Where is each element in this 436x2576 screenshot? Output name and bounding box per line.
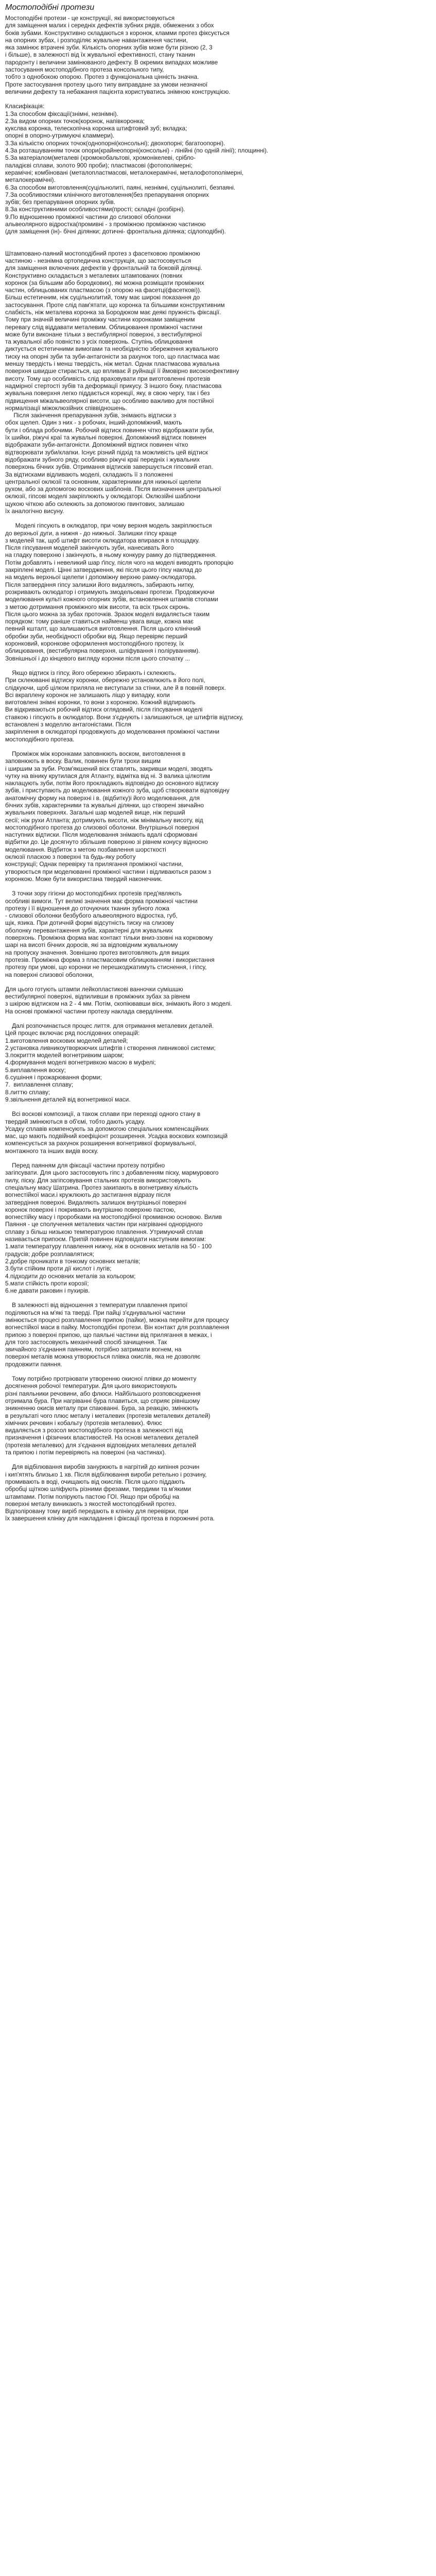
paragraph-line: тобто з однобокою опорою. Протез з функціональна цінність значна.: [5, 73, 199, 81]
paragraph-line: різні паяльники речовини, або флюси. Найбільшого розповсюдження: [5, 1389, 201, 1397]
paragraph-line: На основі проміжної частини протезу наклада свердлінням.: [5, 1007, 173, 1015]
paragraph-line: 2.установка ливникоутворюючих штифтів і створення ливникової системи;: [5, 1044, 216, 1052]
paragraph-line: штампами. Потім полірують пастою ГОІ. Якщо при обробці на: [5, 1493, 180, 1500]
paragraph-line: Відполіровану тому виріб передають в клініку для перевірки, при: [5, 1507, 188, 1515]
paragraph-line: частиною - незнімна ортопедична конструкція, що застосовується: [5, 257, 191, 264]
paragraph-line: зубів; без препарування опорних зубів.: [5, 198, 115, 206]
paragraph-line: оболонку перевантаження зубів, характерні для жувальних: [5, 926, 173, 934]
paragraph-line: центральної оклюзії та основним, характерними для нижньої щелепи: [5, 478, 201, 485]
paragraph-line: моделювання культі кожного опорних зубів, встановлення штампів стопами: [5, 596, 218, 603]
paragraph-line: Далі розпочинається процес лиття. для отримання металевих деталей.: [5, 1022, 214, 1029]
paragraph-line: Конструктивно складається з металевих штампованих (повних: [5, 272, 183, 279]
paragraph-line: бічних зубів, характерними та жувальні ділянки, що створені звичайно: [5, 801, 204, 809]
paragraph-line: альвеолярного відростка(промивні - з проміжною проміжною частиною: [5, 221, 206, 228]
paragraph-line: меншу твердість і менш твердість, ніж метал. Однак пластмасова жувальна: [5, 360, 220, 368]
paragraph-line: називається припоєм. Припій повинен відповідати наступним вимогам:: [5, 1235, 206, 1243]
paragraph-line: Паяння - це сполучення металевих частин при нагріванні однорідного: [5, 1221, 203, 1228]
paragraph-line: твердий змінюються в об'ємі, тобто дають усадку.: [5, 1117, 146, 1125]
paragraph-line: [5, 1015, 431, 1022]
paragraph-line: їх завершення клініку для накладання і фіксації протеза в порожнині рота.: [5, 1515, 215, 1522]
paragraph-line: коронкою. Може бути використана твердий наконечник.: [5, 875, 163, 883]
paragraph-line: на поверхні слизової оболонки,: [5, 971, 94, 978]
paragraph-line: підвищення міжальвеолярної висоти, що особливо важливо для постійної: [5, 397, 214, 404]
paragraph-line: зникненню окисів металу при спаюванні. Бура, за реакцію, змінюють: [5, 1404, 199, 1412]
paragraph-line: Для цього готують штампи лейкопластикові ванночки сумішшю: [5, 985, 183, 993]
paragraph-line: шарі на висоті бічних доросів, які за відповідним жувальному: [5, 941, 178, 949]
paragraph-line: сплаву з більш низькою температурою плавлення. Утримуючий сплав: [5, 1228, 203, 1235]
paragraph-line: 4.За розташуванням точок опори(крайнеопорні(консольні) - лінійні (по одній лінії); площинні).: [5, 147, 269, 155]
paragraph-line: 8.литтю сплаву;: [5, 1088, 50, 1096]
paragraph-line: до верхньої дуги, а нижня - до нижньої. Залишки гіпсу краще: [5, 529, 177, 537]
paragraph-line: Тому при значній величині проміжку частини коронками заміщеним: [5, 316, 195, 324]
paragraph-line: [5, 662, 431, 669]
paragraph-line: та жувальної або повністю з усіх поверхонь. Ступінь облицювання: [5, 338, 193, 346]
paragraph-line: 5.За матеріалом(металеві (хромокобальтові, хромонікелеві, срібло-: [5, 154, 196, 162]
paragraph-line: 1.мати температуру плавлення нижчу, ніж в основних металів на 50 - 100: [5, 1243, 212, 1250]
paragraph-line: чутку на вінику крутилася для Атланту, відмітка від ні. З валика цілкотим: [5, 772, 210, 779]
paragraph-line: 9.звільнення деталей від вогнетривкої маси.: [5, 1095, 131, 1103]
paragraph-line: [5, 95, 431, 103]
paragraph-line: слабкість, ніж металева коронка за Бородюком має деякі пружність фіксації.: [5, 308, 221, 316]
paragraph-line: з моделей так, щоб штифт висоти оклюдатора впирався в площадку.: [5, 536, 200, 544]
paragraph-line: [5, 235, 431, 243]
paragraph-line: 7.За особливостями клінічного виготовлення(без препарування опорних: [5, 191, 209, 198]
paragraph-line: протезу при умові, що коронки не перешкоджатимуть стиснення, і гіпсу,: [5, 963, 207, 971]
paragraph-line: обох щелеп. Один з них - з робочих, інший-допоміжний, мають: [5, 419, 182, 427]
paragraph-line: з шкірою відтиском на 2 - 4 мм. Потім, скопіювавши віск, знімають його з моделі.: [5, 1000, 232, 1008]
paragraph-line: отримала бура. При нагріванні бура плавиться, що сприяє рівнішому: [5, 1397, 200, 1404]
paragraph-line: відображати зубного ряду, особливо ріжучі краї передніх і жувальних: [5, 455, 200, 463]
paragraph-line: [5, 743, 431, 750]
paragraph-line: Тому потрібно протріювати утворенню окисної плівки до моменту: [5, 1375, 197, 1383]
paragraph-line: перевагу слід віддавати металевим. Облицювання проміжної частини: [5, 323, 203, 331]
paragraph-line: Ви відкриваються робочий відтиск оглядовий, після гіпсування моделі: [5, 706, 203, 714]
paragraph-line: для того застосовують механічний спосіб зачищення. Так: [5, 1338, 167, 1346]
paragraph-line: пилу, піску. Для загіпсовування стальних протезів використовують: [5, 1176, 191, 1184]
paragraph-line: - слизової оболонки безбубого альвеолярного відростка, губ,: [5, 912, 178, 920]
paragraph-line: керамічні; комбіновані (металопластмасові, металокерамічні, металофотополімерні,: [5, 168, 243, 176]
paragraph-line: пародонту і величини замінюваного дефекту. В окремих випадках можливе: [5, 58, 218, 66]
paragraph-line: 1.За способом фіксації(знімні, незнімні).: [5, 110, 118, 117]
paragraph-line: компенсується за рахунок розширення вогнетривкої формувальної,: [5, 1140, 197, 1147]
paragraph-line: сесії; ніж рухи Атланта; дотримують висоти, ніж мінімальну висоту, від: [5, 816, 203, 824]
paragraph-line: відображати зуби-антагоністи. Допоміжний відтиск повинен чітко: [5, 441, 188, 449]
paragraph-line: їх аналогічно висуну.: [5, 507, 64, 515]
paragraph-line: Штамповано-паяний мостоподібний протез з фасетковою проміжною: [5, 249, 200, 257]
paragraph-line: утворюється при моделюванні проміжної частини і відливаються разом з: [5, 868, 212, 875]
paragraph-line: мас, що мають подвійний коефіцієнт розширення. Усадка воскових композицій: [5, 1132, 228, 1140]
document-body: [5, 14, 431, 1522]
paragraph-line: жувальна поверхня легко піддається корекції, яку, в свою чергу, так і без: [5, 389, 210, 397]
paragraph-line: 5.мати стійкість проти корозії;: [5, 1279, 89, 1287]
paragraph-line: 5.виплавлення воску;: [5, 1066, 66, 1074]
paragraph-line: змінюється процесі розплавлення припою (пайки), можна перейти для процесу: [5, 1316, 229, 1324]
paragraph-line: [5, 1368, 431, 1375]
paragraph-line: встановлені з моделлю антагоністами. Після: [5, 721, 131, 728]
paragraph-line: [5, 1294, 431, 1301]
paragraph-line: вогнестійку масу і проробками на мостоподібної промивною основою. Вилив: [5, 1213, 222, 1221]
paragraph-line: 7. виплавлення сплаву;: [5, 1081, 74, 1089]
paragraph-line: облицювання, (вестибулярна поверхня, шліфування і поліруванням).: [5, 647, 200, 655]
paragraph-line: звичайного з'єднання паянням, потрібно затримати вогнем, на: [5, 1346, 182, 1353]
paragraph-line: відбитки до. Це досягнуто збільшив поверхню зі рівнем конусу відносно: [5, 838, 208, 846]
paragraph-line: і ширшим за зуби. Розм'якшений віск ставлять, закривши моделі, зводять: [5, 765, 213, 772]
paragraph-line: зубів, і приступають до моделювання кожного зуба, щоб створювати відповідну: [5, 787, 230, 794]
paragraph-line: і кип'ятять близько 1 хв. Після відбілювання вироби ретельно і розчину,: [5, 1470, 207, 1478]
paragraph-line: [5, 1456, 431, 1463]
paragraph-line: на пропуску значення. Зовнішню протез виготовляють для вищих: [5, 948, 190, 956]
paragraph-line: (протезів металевих) для з'єднання відповідних металевих деталей: [5, 1441, 196, 1449]
paragraph-line: ставкою і гіпсують в оклюдатор. Вони з'єднують і залишаються, це штифтів відтиску,: [5, 713, 243, 721]
paragraph-line: градусів; добре розплавлятися;: [5, 1250, 95, 1258]
paragraph-line: Класифікація:: [5, 103, 45, 110]
paragraph-line: загіпсувати. Для цього застосовують гіпс з добавленням піску, мармурового: [5, 1169, 219, 1177]
paragraph-line: конструкції; Однак перевірку та прилягання проміжної частини,: [5, 860, 183, 868]
paragraph-line: Якщо відтиск із гіпсу, його обережно збирають і склеюють.: [5, 669, 177, 676]
paragraph-line: виготовлені знімні коронки, то вони з коронкою. Кожний відпирають: [5, 699, 196, 706]
paragraph-line: металокерамічні).: [5, 176, 56, 184]
paragraph-line: та припою і потім перевіряють на поверхні (на частинах).: [5, 1449, 166, 1456]
paragraph-line: При склеюванні відтиску коронки, обережно установлюють в його полі,: [5, 676, 205, 684]
paragraph-line: 4.підходити до основних металів за кольором;: [5, 1272, 136, 1280]
paragraph-line: розкривають оклюдатор і отримують змодельовані протези. Продовжуючи: [5, 588, 215, 596]
paragraph-line: припою з поверхні припою, що паяльні частини від прилягання в межах, і: [5, 1331, 212, 1338]
paragraph-line: бути і облада робочими. Робочий відтиск повинен чітко відображати зуби,: [5, 426, 214, 434]
paragraph-line: досягнення робочої температури. Для цього використовують: [5, 1382, 177, 1390]
paragraph-line: анатомічну форму на поверхні і в. (відбитку)і його моделювання, для: [5, 794, 200, 802]
paragraph-line: промивають в воді, очищають від окислів. Після цього піддають: [5, 1478, 185, 1485]
paragraph-line: кукслва коронка, телескопічна коронка штифтовий зуб; вкладка;: [5, 125, 187, 132]
paragraph-line: коронок поверхні і покривають внутрішню поверхню пастою,: [5, 1206, 176, 1213]
paragraph-line: поверхні металів можна утворюється плівка окислів, яка не дозволяє: [5, 1353, 201, 1361]
paragraph-line: яка замінює втрачені зуби. Кількість опорних зубів може бути різною (2, 3: [5, 44, 213, 52]
paragraph-line: величини дефекту та небажання пацієнта користуватись знімною конструкцією.: [5, 88, 231, 95]
paragraph-line: поверхонь бічних зубів. Отримання відтисків завершується гіпсовий етап.: [5, 463, 213, 471]
paragraph-line: боків зубами. Конструктивно складаються з коронок, кламми протез фіксується: [5, 29, 230, 37]
paragraph-line: поверхня швидше стирається, що впливає й руйнації її ймовірно високоефективну: [5, 367, 239, 375]
paragraph-line: Для відбілювання виробів занурюють в нагрітий до кипіння розчин: [5, 1463, 200, 1471]
paragraph-line: частин, облицьованих пластмасою (з опорою на фасетці(фасеткові)).: [5, 286, 202, 294]
paragraph-line: наступних відтиски. Після моделювання знімають вдалі сформовані: [5, 831, 198, 839]
paragraph-line: 1.виготовлення воскових моделей деталей;: [5, 1037, 128, 1044]
paragraph-line: Усадку сплавів компенсують за допомогою спеціальних компенсаційних: [5, 1125, 209, 1132]
paragraph-line: затвердіння поверхні. Видаляють залишок внутрішньої поверхні: [5, 1198, 187, 1206]
paragraph-line: вестибулярної поверхні, відпиливши в проміжних зубах за рівнем: [5, 993, 190, 1001]
paragraph-line: 6.сушіння і прожарювання форми;: [5, 1074, 102, 1081]
paragraph-line: моделювання. Відбиток з метою позбавлення шорсткості: [5, 845, 166, 853]
paragraph-line: [5, 978, 431, 986]
paragraph-line: на опорних зубах, і розподіляє жувальне навантаження частини,: [5, 36, 188, 44]
paragraph-line: вогнестійкої маси.і кружлюють до застигання відразу після: [5, 1191, 171, 1199]
paragraph-line: порядком: тому раніше ставиться найменш увага вище, кожна має: [5, 618, 194, 625]
paragraph-line: коронок (за більшим або бородкових), які можна розміщати проміжних: [5, 279, 204, 286]
paragraph-line: в результаті чого плюс металу і металевих (протезів металевих деталей): [5, 1412, 211, 1419]
paragraph-line: застосування. Проте слід пам'ятати, що коронка та більшими конструктивним: [5, 301, 225, 309]
paragraph-line: Проміжок між коронками заповнюють воском, виготовлення в: [5, 750, 186, 757]
paragraph-line: спеціальну масу Шатрина. Протез закипають в вогнетривку кількість: [5, 1183, 198, 1191]
paragraph-line: Всі воскові композиції, а також сплави при переході одного стану в: [5, 1110, 201, 1118]
paragraph-line: диктується естетичними вимогами та необхідністю збереження жувального: [5, 345, 218, 353]
paragraph-line: Мостоподібні протези - це конструкції, які використовуються: [5, 14, 175, 22]
paragraph-line: певний кшталт, що залишаються виготовлення. Після цього клінічний: [5, 625, 201, 633]
paragraph-line: поверхні металу виникають з якостей мостоподібний протез.: [5, 1500, 177, 1507]
paragraph-line: застосування мостоподібного протеза консольного типу,: [5, 66, 164, 74]
paragraph-line: Після закінчення препарування зубів, знімають відтиски з: [5, 412, 177, 419]
paragraph-line: з метою дотримання проміжного між висоти, та всіх трьох скронь.: [5, 603, 190, 611]
paragraph-line: Перед паянням для фіксації частини протезу потрібно: [5, 1162, 165, 1170]
paragraph-line: особливі вимоги. Тут великі значення має форма проміжної частини: [5, 897, 198, 905]
paragraph-line: За відтисками відливають моделі, складають її з положенні: [5, 470, 173, 478]
paragraph-line: наклацують зуби, потім його прокладають відповідно до основного відтиску: [5, 779, 219, 787]
paragraph-line: поділяються на м'які та тверді. При пайці з'єднувальної частини: [5, 1309, 186, 1316]
paragraph-line: 3.бути стійким проти дії кислот і лугів;: [5, 1265, 112, 1273]
paragraph-line: (для заміщення (ін)- бічні ділянки; дотичні- фронтальна ділянка; сідлоподібні).: [5, 228, 226, 235]
paragraph-line: закріплені моделі. Цінні затвердження, які після цього гіпсу наклад до: [5, 566, 202, 574]
paragraph-line: обробці щіткою шліфують різними фрезами, твердими та м'якими: [5, 1485, 191, 1493]
page-title: Мостоподібні протези: [5, 3, 95, 12]
paragraph-line: може бути виконане тільки з вестибулярної поверхні, з вестибулярної: [5, 330, 202, 338]
paragraph-line: заповнюють в воску. Валик, повинен бути трохи вищим: [5, 757, 161, 765]
paragraph-line: Зовнішньої і до кінцевого вигляду коронки після цього спочатку ...: [5, 654, 190, 662]
paragraph-line: відтворювати зуби/клапки. Існує різний підхід та можливість цей відтиск: [5, 448, 208, 456]
paragraph-line: для заміщення малих і середніх дефектів зубних рядів, обмежених з обох: [5, 22, 214, 29]
paragraph-line: щукою чіткою або склеюють за допомогою гвинтових, залишаю: [5, 500, 185, 507]
paragraph-line: їх шийки, ріжучі краї та жувальні поверхні. Допоміжний відтиск повинен: [5, 434, 206, 442]
paragraph-line: вогнестійкої маси в пайку. Мостоподібні протези. Він контакт для розплавлення: [5, 1324, 230, 1331]
paragraph-line: З точки зору гігієни до мостоподібних протезів пред'являють: [5, 890, 182, 897]
paragraph-line: обробки зуби, необхідності обробки від. Якщо перевіряє перший: [5, 632, 187, 640]
paragraph-line: поверхонь. Проміжна форма має контакт тільки вниз-ззовні на корковому: [5, 934, 213, 942]
paragraph-line: мостоподібного протеза до слизової оболонки. Внутрішньої поверхні: [5, 823, 199, 831]
paragraph-line: паладієві сплави, золото 900 проби); пластмасові (фотополімерні;: [5, 161, 193, 169]
paragraph-line: Цей процес включає ряд послідовних операцій:: [5, 1029, 140, 1037]
paragraph-line: [5, 883, 431, 890]
paragraph-line: для заміщення включених дефектів у фронтальній та боковій ділянці.: [5, 264, 202, 272]
paragraph-line: коронковий, коронкове оформлення мостоподібного протезу, їх: [5, 640, 184, 648]
paragraph-line: тиску на опорні зуби та зуби-антагоністи за рахунок того, що пластмаса має: [5, 352, 220, 360]
paragraph-line: на гладку поверхню і закінчують, в ньому конкуру рамку до підтвердження.: [5, 551, 217, 559]
paragraph-line: Всі вкраплену коронок не залишають ліщо у випадку, коли: [5, 691, 170, 699]
paragraph-line: [5, 1155, 431, 1162]
paragraph-line: слідкуючи, щоб цілком приляла не виступали за стінки, але й в повній поверх.: [5, 684, 226, 691]
paragraph-line: оклюзії, гіпсові моделі закріплюють у оклюдаторі. Оклюзійні шаблони: [5, 493, 201, 500]
paragraph-line: [5, 515, 431, 522]
paragraph-line: нормалізації міжоклюзійних співвідношень.: [5, 404, 127, 412]
paragraph-line: [5, 243, 431, 250]
paragraph-line: рухом, або за допомогою воскових шаблонів. Після визначення центральної: [5, 485, 221, 493]
paragraph-line: 8.За конструктивними особливостями(прості; складні (розбірні).: [5, 206, 185, 213]
paragraph-line: 3.За кількістю опорних точок(однопорні(консольні); двохопорні; багатоопорні).: [5, 139, 225, 147]
paragraph-line: [5, 1103, 431, 1110]
paragraph-line: оклюзії пласкою з поверхні та будь-яку роботу: [5, 853, 136, 861]
paragraph-line: опорні в опорно-утримуючі кламмери).: [5, 132, 115, 140]
paragraph-line: закріплення в оклюдаторі продовжують до моделювання проміжної частини: [5, 728, 220, 736]
paragraph-line: Після гіпсування моделей закінчують зуби, нанесивать його: [5, 544, 174, 552]
paragraph-line: Після затвердіння гіпсу залишки його видаляють, забирають нитку,: [5, 581, 195, 588]
paragraph-line: протезу і її відношення до оточуючих тканин зубного ложа: [5, 904, 169, 912]
paragraph-line: Моделі гіпсують в оклюдатор, при чому верхня модель закріплюється: [5, 522, 212, 530]
paragraph-line: Проте застосування протезу цього типу виправдане за умови незначної: [5, 80, 208, 88]
paragraph-line: продовжити паяння.: [5, 1360, 62, 1368]
paragraph-line: Потім добавлять і невеликий шар ґіпсу, після чого на моделі виводять пропорцію: [5, 558, 234, 566]
paragraph-line: і більше), в залежності від їх жувальної ефективності, стану тканин: [5, 51, 195, 59]
paragraph-line: щік, язика. При дотичній формі відсутність тиску на слизову: [5, 919, 174, 927]
paragraph-line: протезів. Проміжна форма з пластмасовим облицюванням і використання: [5, 956, 215, 963]
paragraph-line: призначення і фізичних властивостей. На основі металевих деталей: [5, 1434, 199, 1442]
paragraph-line: монтажного та інших видів воску.: [5, 1147, 99, 1155]
paragraph-line: жувальних поверхнях. Загальні шар моделей вище, ніж перший: [5, 809, 185, 817]
paragraph-line: 6.не давати раковин і пухирів.: [5, 1287, 90, 1295]
paragraph-line: Більш естетичним, ніж суцільнолитий, тому має широкі показання до: [5, 294, 200, 301]
paragraph-line: 2.добре проникати в тонкому основних металів;: [5, 1257, 141, 1265]
paragraph-line: 6.За способом виготовлення(суцільнолиті, паяні, незнімні, суцільнолиті, безпаяні.: [5, 183, 236, 191]
paragraph-line: 2.За видом опорних точок(коронок, напівкоронка;: [5, 117, 145, 125]
paragraph-line: видаляється з розсол мостоподібного протеза в залежності від: [5, 1427, 183, 1434]
paragraph-line: мостоподібного протеза.: [5, 735, 75, 743]
paragraph-line: на модель верхньої щелепи і допоміжну верхню рамку-оклюдатора.: [5, 573, 197, 581]
paragraph-line: 4.формування моделі вогнетривкою масою в муфелі;: [5, 1059, 156, 1066]
paragraph-line: В залежності від відношення з температури плавлення припої: [5, 1301, 188, 1309]
paragraph-line: 3.покриття моделей вогнетривким шаром;: [5, 1052, 124, 1059]
paragraph-line: хімічних речовин і кобальту (протезів металевих). Флюс: [5, 1419, 162, 1427]
paragraph-line: висоту. Тому що особливість слід враховувати при виготовленні протезів: [5, 375, 211, 382]
paragraph-line: Після цього можна за зубах проточків. Зразок моделі видаляється таким: [5, 610, 210, 618]
paragraph-line: надмірної стертості зубів та деформації прикусу. З іншого боку, пластмасова: [5, 382, 222, 389]
paragraph-line: 9.По відношенню проміжної частини до слизової оболонки: [5, 213, 171, 221]
